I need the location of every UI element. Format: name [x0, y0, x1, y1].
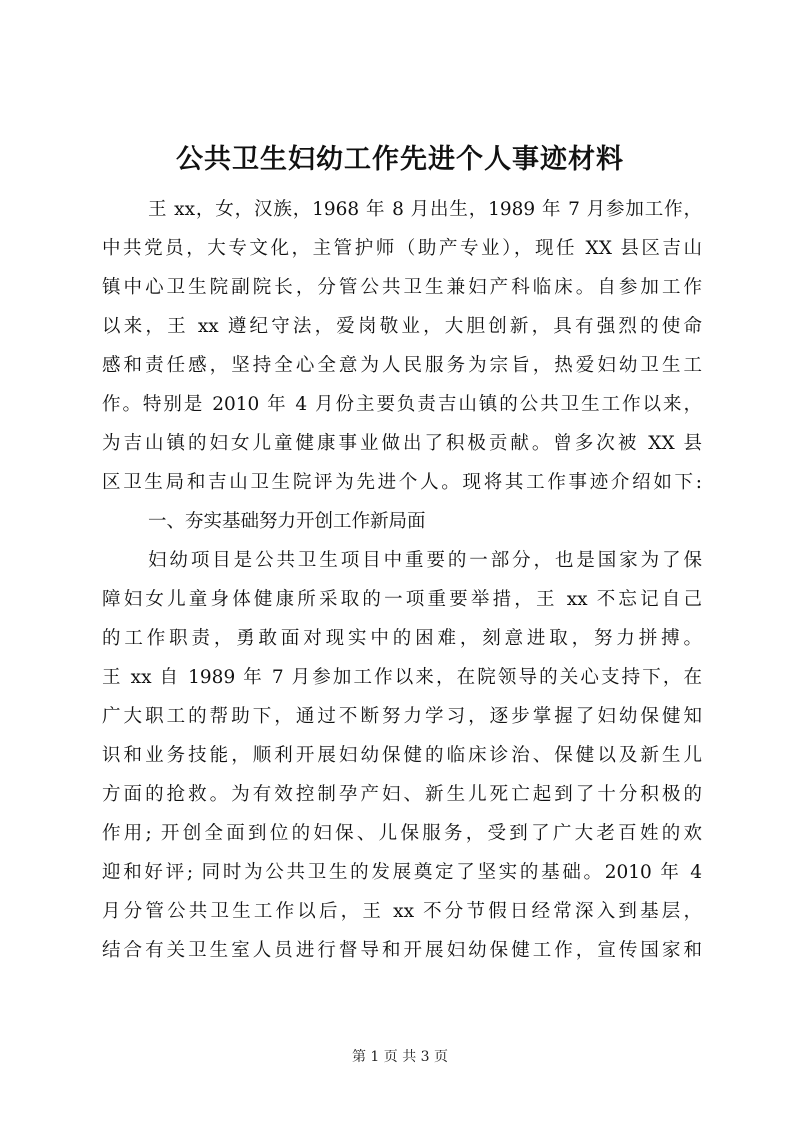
body-line: 障妇女儿童身体健康所采取的一项重要举措，王 xx 不忘记自己 [102, 589, 702, 610]
page-number: 第 1 页 共 3 页 [351, 1049, 449, 1065]
body-line: 月分管公共卫生工作以后，王 xx 不分节假日经常深入到基层， [102, 901, 702, 922]
body-line: 感和责任感，坚持全心全意为人民服务为宗旨，热爱妇幼卫生工 [102, 355, 702, 376]
body-line: 的工作职责，勇敢面对现实中的困难，刻意进取，努力拼搏。 [102, 628, 702, 649]
body-line: 方面的抢救。为有效控制孕产妇、新生儿死亡起到了十分积极的 [102, 784, 702, 805]
body-line: 妇幼项目是公共卫生项目中重要的一部分，也是国家为了保 [148, 550, 702, 571]
body-line: 作用; 开创全面到位的妇保、儿保服务，受到了广大老百姓的欢 [102, 823, 702, 844]
body-line: 结合有关卫生室人员进行督导和开展妇幼保健工作，宣传国家和 [102, 940, 702, 961]
body-line: 为吉山镇的妇女儿童健康事业做出了积极贡献。曾多次被 XX 县 [102, 433, 702, 454]
section-heading: 一、夯实基础努力开创工作新局面 [148, 511, 426, 532]
body-line: 中共党员，大专文化，主管护师（助产专业），现任 XX 县区吉山 [102, 238, 702, 259]
body-line: 王 xx 自 1989 年 7 月参加工作以来，在院领导的关心支持下，在 [102, 667, 702, 688]
body-line: 迎和好评; 同时为公共卫生的发展奠定了坚实的基础。2010 年 4 [102, 862, 702, 883]
body-line: 区卫生局和吉山卫生院评为先进个人。现将其工作事迹介绍如下: [102, 472, 702, 493]
body-line: 识和业务技能，顺利开展妇幼保健的临床诊治、保健以及新生儿 [102, 745, 702, 766]
body-line: 王 xx，女，汉族，1968 年 8 月出生，1989 年 7 月参加工作， [148, 199, 702, 220]
body-line: 作。特别是 2010 年 4 月份主要负责吉山镇的公共卫生工作以来， [102, 394, 702, 415]
body-line: 以来，王 xx 遵纪守法，爱岗敬业，大胆创新，具有强烈的使命 [102, 316, 702, 337]
document-title: 公共卫生妇幼工作先进个人事迹材料 [176, 144, 624, 175]
document-body [102, 190, 702, 970]
body-line: 镇中心卫生院副院长，分管公共卫生兼妇产科临床。自参加工作 [102, 277, 702, 298]
body-line: 广大职工的帮助下，通过不断努力学习，逐步掌握了妇幼保健知 [102, 706, 702, 727]
